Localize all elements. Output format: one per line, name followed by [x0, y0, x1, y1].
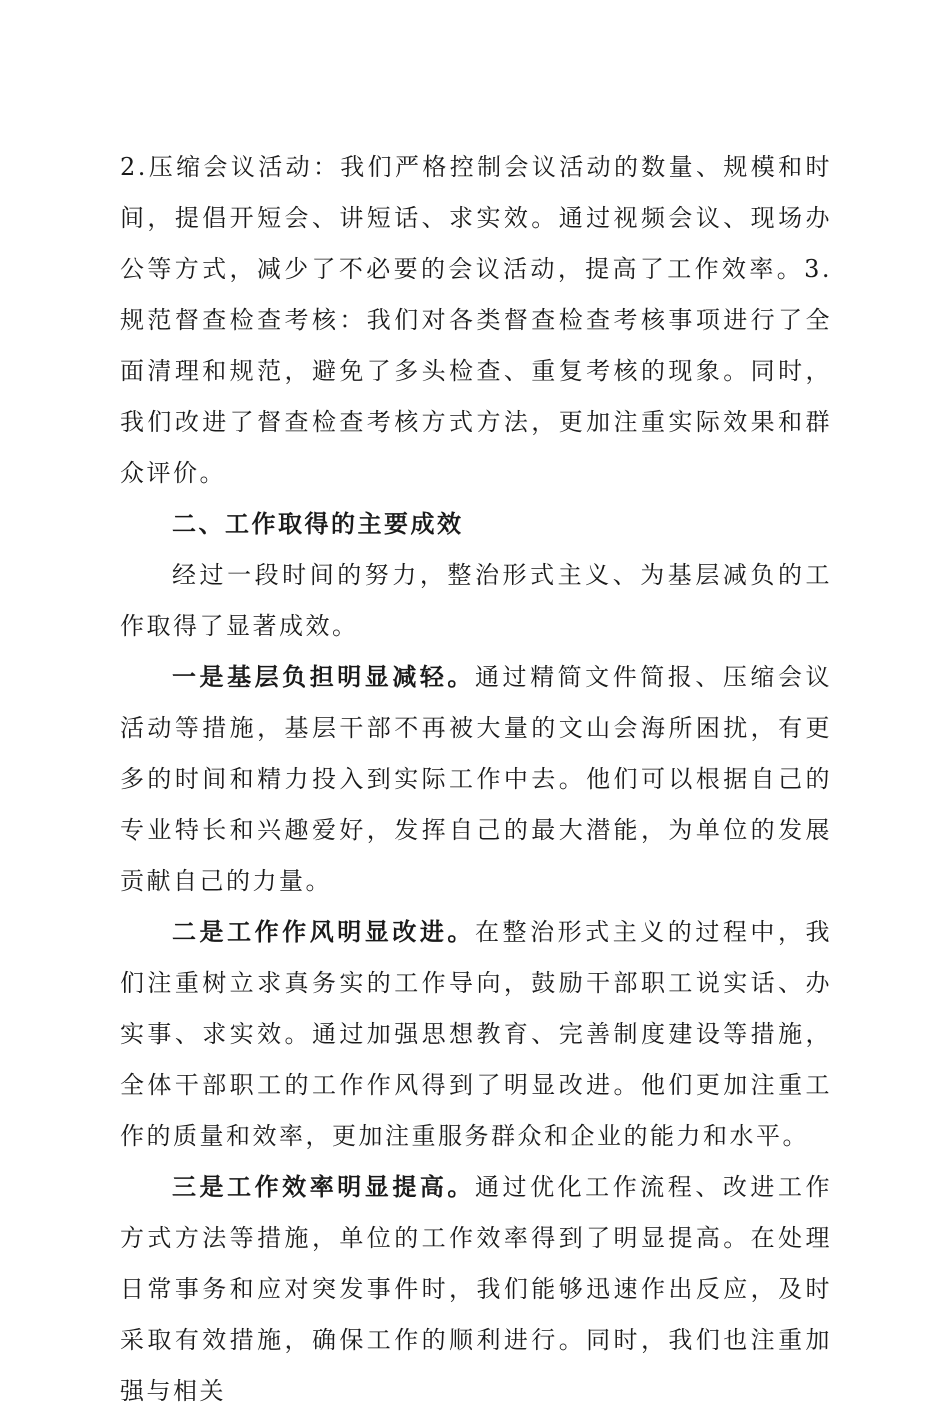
point-3-body: 通过优化工作流程、改进工作方式方法等措施，单位的工作效率得到了明显提高。在处理日常事务和应对突发事件时，我们能够迅速作出反应，及时采取有效措施，确保工作的顺利进行。同时，我们也注重加强与相关 — [120, 1173, 833, 1405]
paragraph-point-1 — [120, 652, 832, 907]
paragraph-point-3 — [120, 1162, 832, 1417]
paragraph-meeting-and-inspection: 2.压缩会议活动：我们严格控制会议活动的数量、规模和时间，提倡开短会、讲短话、求实效。通过视频会议、现场办公等方式，减少了不必要的会议活动，提高了工作效率。3.规范督查检查考核：我们对各类督查检查考核事项进行了全面清理和规范，避免了多头检查、重复考核的现象。同时，我们改进了督查检查考核方式方法，更加注重实际效果和群众评价。 — [120, 153, 832, 487]
section-heading: 二、工作取得的主要成效 — [172, 510, 464, 538]
point-2-lead: 二是工作作风明显改进。 — [172, 918, 475, 946]
point-3-lead: 三是工作效率明显提高。 — [172, 1173, 475, 1201]
paragraph-point-2 — [120, 907, 832, 1162]
document-body — [120, 142, 832, 1417]
point-2-body: 在整治形式主义的过程中，我们注重树立求真务实的工作导向，鼓励干部职工说实话、办实事、求实效。通过加强思想教育、完善制度建设等措施，全体干部职工的工作作风得到了明显改进。他们更加注重工作的质量和效率，更加注重服务群众和企业的能力和水平。 — [120, 918, 833, 1150]
paragraph-intro: 经过一段时间的努力，整治形式主义、为基层减负的工作取得了显著成效。 — [120, 561, 832, 640]
point-1-lead: 一是基层负担明显减轻。 — [172, 663, 475, 691]
point-1-body: 通过精简文件简报、压缩会议活动等措施，基层干部不再被大量的文山会海所困扰，有更多的时间和精力投入到实际工作中去。他们可以根据自己的专业特长和兴趣爱好，发挥自己的最大潜能，为单位的发展贡献自己的力量。 — [120, 663, 833, 895]
